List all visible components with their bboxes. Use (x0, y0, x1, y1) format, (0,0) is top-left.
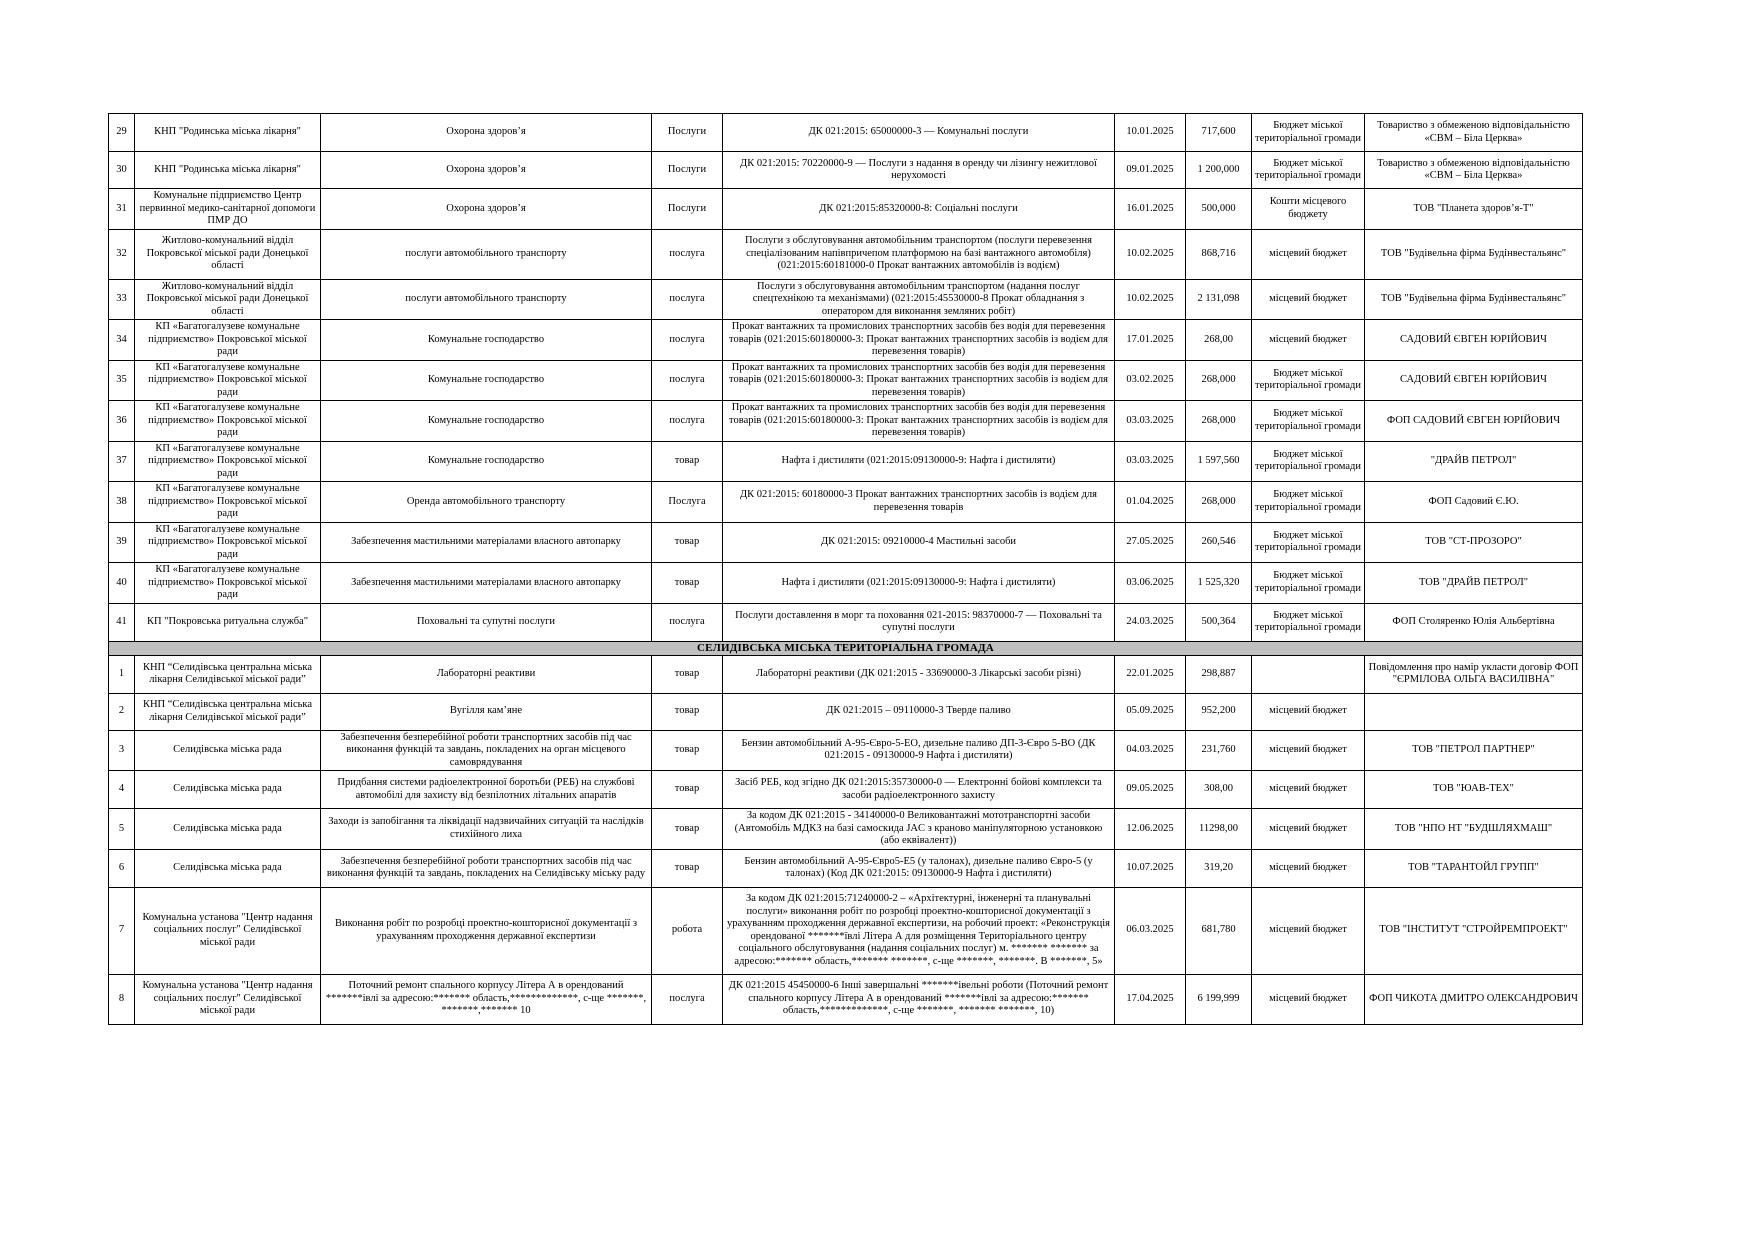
cell-supplier: САДОВИЙ ЄВГЕН ЮРІЙОВИЧ (1365, 320, 1583, 361)
cell-supplier: ФОП Садовий Є.Ю. (1365, 482, 1583, 523)
cell-row-number: 38 (109, 482, 135, 523)
cell-date: 17.04.2025 (1115, 974, 1186, 1024)
table-row (109, 809, 1583, 850)
cell-subject: Послуги з обслуговування автомобільним транспортом (надання послуг спецтехнікою та механізмами) (021:2015:45530000-8 Прокат обладнання з оператором для виконання земляних робіт) (723, 279, 1115, 320)
cell-supplier: ФОП САДОВИЙ ЄВГЕН ЮРІЙОВИЧ (1365, 401, 1583, 442)
cell-supplier: ТОВ "Планета здоров’я-Т" (1365, 189, 1583, 230)
cell-amount: 681,780 (1186, 887, 1252, 974)
table-row (109, 522, 1583, 563)
cell-customer: КП «Багатогалузеве комунальне підприємство» Покровської міської ради (135, 563, 321, 604)
table-row (109, 114, 1583, 152)
cell-sphere: Поховальні та супутні послуги (321, 603, 652, 641)
cell-funding-source: Бюджет міської територіальної громади (1252, 563, 1365, 604)
cell-customer: Селидівська міська рада (135, 809, 321, 850)
cell-sphere: Заходи із запобігання та ліквідації надзвичайних ситуацій та наслідків стихійного лиха (321, 809, 652, 850)
cell-sphere: Лабораторні реактиви (321, 655, 652, 693)
cell-procurement-type: послуга (652, 974, 723, 1024)
cell-funding-source: місцевий бюджет (1252, 693, 1365, 730)
cell-customer: Комунальна установа "Центр надання соціальних послуг" Селидівської міської ради (135, 974, 321, 1024)
cell-customer: Селидівська міська рада (135, 771, 321, 809)
cell-row-number: 35 (109, 360, 135, 401)
cell-customer: Житлово-комунальний відділ Покровської міської ради Донецької області (135, 229, 321, 279)
section-header-row (109, 641, 1583, 655)
cell-row-number: 7 (109, 887, 135, 974)
cell-amount: 500,000 (1186, 189, 1252, 230)
cell-subject: ДК 021:2015: 09210000-4 Мастильні засоби (723, 522, 1115, 563)
cell-procurement-type: послуга (652, 320, 723, 361)
cell-procurement-type: товар (652, 849, 723, 887)
cell-procurement-type: товар (652, 563, 723, 604)
cell-procurement-type: послуга (652, 603, 723, 641)
cell-supplier: Повідомлення про намір укласти договір ФОП "ЄРМІЛОВА ОЛЬГА ВАСИЛІВНА" (1365, 655, 1583, 693)
cell-procurement-type: послуга (652, 360, 723, 401)
cell-subject: За кодом ДК 021:2015:71240000-2 – «Архітектурні, інженерні та планувальні послуги» виконання робіт по розробці проектно-кошторисної документації з урахуванням проходження державної експертизи, на робочий проект: «Реконструкція орендованої *******ївлі Літера А для розміщення Територіального центру соціального обслуговування (надання соціальних послуг) м. ******* ******* за адресою:******* область,******* *******, с-ще *******, *******. В *******, 5» (723, 887, 1115, 974)
cell-amount: 260,546 (1186, 522, 1252, 563)
cell-date: 10.02.2025 (1115, 279, 1186, 320)
cell-sphere: послуги автомобільного транспорту (321, 229, 652, 279)
cell-supplier: САДОВИЙ ЄВГЕН ЮРІЙОВИЧ (1365, 360, 1583, 401)
cell-date: 09.05.2025 (1115, 771, 1186, 809)
cell-customer: Селидівська міська рада (135, 730, 321, 771)
procurement-table (108, 113, 1583, 1025)
cell-funding-source: місцевий бюджет (1252, 229, 1365, 279)
cell-subject: Послуги з обслуговування автомобільним транспортом (послуги перевезення спеціалізованим напівпричепом платформою на базі вантажного автомобіля) (021:2015:60181000-0 Прокат вантажних автомобілів із водієм) (723, 229, 1115, 279)
cell-amount: 500,364 (1186, 603, 1252, 641)
cell-sphere: Забезпечення безперебійної роботи транспортних засобів під час виконання функцій та завдань, покладених на Селидівську міську раду (321, 849, 652, 887)
cell-procurement-type: товар (652, 655, 723, 693)
table-row (109, 563, 1583, 604)
cell-sphere: Оренда автомобільного транспорту (321, 482, 652, 523)
cell-funding-source: місцевий бюджет (1252, 771, 1365, 809)
cell-funding-source: Бюджет міської територіальної громади (1252, 522, 1365, 563)
table-row (109, 887, 1583, 974)
cell-customer: КНП “Селидівська центральна міська лікарня Селидівської міської ради” (135, 655, 321, 693)
cell-procurement-type: товар (652, 809, 723, 850)
section-title: СЕЛИДІВСЬКА МІСЬКА ТЕРИТОРІАЛЬНА ГРОМАДА (697, 641, 994, 654)
cell-supplier: ТОВ "СТ-ПРОЗОРО" (1365, 522, 1583, 563)
cell-funding-source: Кошти місцевого бюджету (1252, 189, 1365, 230)
cell-procurement-type: Послуги (652, 114, 723, 152)
cell-date: 03.03.2025 (1115, 441, 1186, 482)
cell-customer: КНП "Родинська міська лікарня" (135, 114, 321, 152)
cell-row-number: 1 (109, 655, 135, 693)
cell-supplier: ТОВ "Будівельна фірма Будінвестальянс" (1365, 229, 1583, 279)
cell-date: 12.06.2025 (1115, 809, 1186, 850)
cell-funding-source: місцевий бюджет (1252, 849, 1365, 887)
cell-procurement-type: послуга (652, 229, 723, 279)
cell-procurement-type: Послуги (652, 189, 723, 230)
cell-row-number: 2 (109, 693, 135, 730)
cell-supplier: ТОВ "ПЕТРОЛ ПАРТНЕР" (1365, 730, 1583, 771)
cell-amount: 268,00 (1186, 320, 1252, 361)
cell-amount: 868,716 (1186, 229, 1252, 279)
cell-procurement-type: товар (652, 693, 723, 730)
cell-row-number: 41 (109, 603, 135, 641)
cell-sphere: Придбання системи радіоелектронної боротьби (РЕБ) на службові автомобілі для захисту від безпілотних літальних апаратів (321, 771, 652, 809)
cell-subject: Бензин автомобільний А-95-Євро-5-ЕО, дизельне паливо ДП-3-Євро 5-ВО (ДК 021:2015 - 09130000-9 Нафта і дистиляти) (723, 730, 1115, 771)
cell-amount: 2 131,098 (1186, 279, 1252, 320)
table-row (109, 771, 1583, 809)
cell-funding-source: місцевий бюджет (1252, 320, 1365, 361)
cell-date: 27.05.2025 (1115, 522, 1186, 563)
cell-amount: 268,000 (1186, 482, 1252, 523)
cell-procurement-type: послуга (652, 279, 723, 320)
cell-supplier: ТОВ "Будівельна фірма Будінвестальянс" (1365, 279, 1583, 320)
cell-subject: За кодом ДК 021:2015 - 34140000-0 Великовантажні мототранспортні засоби (Автомобіль МДКЗ на базі самоскида JAC з краново маніпуляторною установкою (або еквівалент)) (723, 809, 1115, 850)
cell-subject: Лабораторні реактиви (ДК 021:2015 - 33690000-3 Лікарські засоби різні) (723, 655, 1115, 693)
cell-date: 03.06.2025 (1115, 563, 1186, 604)
cell-customer: Селидівська міська рада (135, 849, 321, 887)
cell-sphere: Виконання робіт по розробці проектно-кошторисної документації з урахуванням проходження державної експертизи (321, 887, 652, 974)
table-row (109, 152, 1583, 189)
cell-supplier: "ДРАЙВ ПЕТРОЛ" (1365, 441, 1583, 482)
cell-sphere: Комунальне господарство (321, 401, 652, 442)
cell-sphere: послуги автомобільного транспорту (321, 279, 652, 320)
cell-date: 16.01.2025 (1115, 189, 1186, 230)
cell-funding-source: місцевий бюджет (1252, 809, 1365, 850)
cell-customer: КП «Багатогалузеве комунальне підприємство» Покровської міської ради (135, 360, 321, 401)
cell-subject: Бензин автомобільний А-95-Євро5-Е5 (у талонах), дизельне паливо Євро-5 (у талонах) (Код ДК 021:2015: 09130000-9 Нафта і дистиляти) (723, 849, 1115, 887)
cell-subject: Послуги доставлення в морг та поховання 021-2015: 98370000-7 — Поховальні та супутні послуги (723, 603, 1115, 641)
cell-sphere: Забезпечення мастильними матеріалами власного автопарку (321, 563, 652, 604)
table-row (109, 320, 1583, 361)
cell-row-number: 31 (109, 189, 135, 230)
cell-customer: Комунальна установа "Центр надання соціальних послуг" Селидівської міської ради (135, 887, 321, 974)
cell-sphere: Вугілля кам’яне (321, 693, 652, 730)
cell-funding-source (1252, 655, 1365, 693)
cell-procurement-type: товар (652, 730, 723, 771)
table-row (109, 441, 1583, 482)
cell-subject: ДК 021:2015 45450000-6 Інші завершальні *******івельні роботи (Поточний ремонт спального корпусу Літера А в орендований *******івлі за адресою:******* область,*************, с-ще *******, ******* *******, 10) (723, 974, 1115, 1024)
cell-supplier: ТОВ "ДРАЙВ ПЕТРОЛ" (1365, 563, 1583, 604)
cell-amount: 1 597,560 (1186, 441, 1252, 482)
table-row (109, 401, 1583, 442)
cell-row-number: 29 (109, 114, 135, 152)
cell-amount: 268,000 (1186, 360, 1252, 401)
cell-supplier: Товариство з обмеженою відповідальністю «СВМ – Біла Церква» (1365, 114, 1583, 152)
cell-row-number: 33 (109, 279, 135, 320)
table-row (109, 482, 1583, 523)
cell-funding-source: Бюджет міської територіальної громади (1252, 482, 1365, 523)
cell-row-number: 6 (109, 849, 135, 887)
cell-date: 04.03.2025 (1115, 730, 1186, 771)
cell-procurement-type: Послуга (652, 482, 723, 523)
cell-funding-source: Бюджет міської територіальної громади (1252, 441, 1365, 482)
cell-row-number: 3 (109, 730, 135, 771)
cell-procurement-type: товар (652, 522, 723, 563)
cell-sphere: Комунальне господарство (321, 360, 652, 401)
cell-supplier: ТОВ "ТАРАНТОЙЛ ГРУПП" (1365, 849, 1583, 887)
cell-row-number: 34 (109, 320, 135, 361)
cell-sphere: Охорона здоров’я (321, 152, 652, 189)
cell-customer: КП «Багатогалузеве комунальне підприємство» Покровської міської ради (135, 482, 321, 523)
cell-supplier: ТОВ "ІНСТИТУТ "СТРОЙРЕМПРОЕКТ" (1365, 887, 1583, 974)
cell-procurement-type: товар (652, 441, 723, 482)
cell-sphere: Охорона здоров’я (321, 114, 652, 152)
cell-date: 10.07.2025 (1115, 849, 1186, 887)
cell-subject: Нафта і дистиляти (021:2015:09130000-9: Нафта і дистиляти) (723, 563, 1115, 604)
cell-supplier: ФОП ЧИКОТА ДМИТРО ОЛЕКСАНДРОВИЧ (1365, 974, 1583, 1024)
cell-supplier: Товариство з обмеженою відповідальністю «СВМ – Біла Церква» (1365, 152, 1583, 189)
cell-customer: КНП "Родинська міська лікарня" (135, 152, 321, 189)
cell-amount: 319,20 (1186, 849, 1252, 887)
table-row (109, 603, 1583, 641)
cell-date: 10.02.2025 (1115, 229, 1186, 279)
cell-funding-source: Бюджет міської територіальної громади (1252, 401, 1365, 442)
table-row (109, 655, 1583, 693)
cell-procurement-type: послуга (652, 401, 723, 442)
cell-subject: Нафта і дистиляти (021:2015:09130000-9: Нафта і дистиляти) (723, 441, 1115, 482)
cell-subject: ДК 021:2015: 70220000-9 — Послуги з надання в оренду чи лізингу нежитлової нерухомості (723, 152, 1115, 189)
cell-sphere: Забезпечення безперебійної роботи транспортних засобів під час виконання функцій та завдань, покладених на орган місцевого самоврядування (321, 730, 652, 771)
cell-row-number: 39 (109, 522, 135, 563)
cell-procurement-type: Послуги (652, 152, 723, 189)
cell-subject: Прокат вантажних та промислових транспортних засобів без водія для перевезення товарів (021:2015:60180000-3: Прокат вантажних транспортних засобів із водієм для перевезення товарів) (723, 401, 1115, 442)
cell-supplier: ФОП Столяренко Юлія Альбертівна (1365, 603, 1583, 641)
cell-date: 09.01.2025 (1115, 152, 1186, 189)
cell-funding-source: Бюджет міської територіальної громади (1252, 152, 1365, 189)
cell-date: 03.02.2025 (1115, 360, 1186, 401)
cell-amount: 298,887 (1186, 655, 1252, 693)
cell-amount: 6 199,999 (1186, 974, 1252, 1024)
cell-date: 17.01.2025 (1115, 320, 1186, 361)
cell-supplier: ТОВ "ЮАВ-ТЕХ" (1365, 771, 1583, 809)
cell-customer: Житлово-комунальний відділ Покровської міської ради Донецької області (135, 279, 321, 320)
table-row (109, 360, 1583, 401)
cell-row-number: 32 (109, 229, 135, 279)
cell-funding-source: місцевий бюджет (1252, 974, 1365, 1024)
table-row (109, 693, 1583, 730)
cell-row-number: 4 (109, 771, 135, 809)
cell-customer: КП "Покровська ритуальна служба" (135, 603, 321, 641)
cell-amount: 308,00 (1186, 771, 1252, 809)
cell-date: 05.09.2025 (1115, 693, 1186, 730)
table-row (109, 229, 1583, 279)
cell-date: 03.03.2025 (1115, 401, 1186, 442)
cell-amount: 717,600 (1186, 114, 1252, 152)
cell-date: 22.01.2025 (1115, 655, 1186, 693)
cell-procurement-type: робота (652, 887, 723, 974)
cell-funding-source: Бюджет міської територіальної громади (1252, 114, 1365, 152)
table-row (109, 279, 1583, 320)
cell-subject: Засіб РЕБ, код згідно ДК 021:2015:35730000-0 — Електронні бойові комплекси та засоби радіоелектронного захисту (723, 771, 1115, 809)
cell-funding-source: місцевий бюджет (1252, 730, 1365, 771)
cell-customer: КНП “Селидівська центральна міська лікарня Селидівської міської ради” (135, 693, 321, 730)
cell-funding-source: місцевий бюджет (1252, 279, 1365, 320)
cell-sphere: Комунальне господарство (321, 320, 652, 361)
cell-funding-source: Бюджет міської територіальної громади (1252, 603, 1365, 641)
cell-row-number: 30 (109, 152, 135, 189)
table-row (109, 849, 1583, 887)
cell-sphere: Забезпечення мастильними матеріалами власного автопарку (321, 522, 652, 563)
cell-funding-source: місцевий бюджет (1252, 887, 1365, 974)
cell-date: 06.03.2025 (1115, 887, 1186, 974)
cell-date: 10.01.2025 (1115, 114, 1186, 152)
cell-row-number: 8 (109, 974, 135, 1024)
cell-row-number: 36 (109, 401, 135, 442)
cell-supplier: ТОВ "НПО НТ "БУДШЛЯХМАШ" (1365, 809, 1583, 850)
cell-date: 24.03.2025 (1115, 603, 1186, 641)
cell-subject: ДК 021:2015 – 09110000-3 Тверде паливо (723, 693, 1115, 730)
cell-row-number: 37 (109, 441, 135, 482)
cell-sphere: Поточний ремонт спального корпусу Літера А в орендований *******івлі за адресою:******* область,*************, с-ще *******, *******,******* 10 (321, 974, 652, 1024)
cell-customer: КП «Багатогалузеве комунальне підприємство» Покровської міської ради (135, 522, 321, 563)
table-row (109, 730, 1583, 771)
cell-subject: Прокат вантажних та промислових транспортних засобів без водія для перевезення товарів (021:2015:60180000-3: Прокат вантажних транспортних засобів із водієм для перевезення товарів) (723, 320, 1115, 361)
cell-customer: КП «Багатогалузеве комунальне підприємство» Покровської міської ради (135, 320, 321, 361)
cell-customer: Комунальне підприємство Центр первинної медико-санітарної допомоги ПМР ДО (135, 189, 321, 230)
cell-funding-source: Бюджет міської територіальної громади (1252, 360, 1365, 401)
cell-amount: 1 525,320 (1186, 563, 1252, 604)
cell-amount: 1 200,000 (1186, 152, 1252, 189)
cell-customer: КП «Багатогалузеве комунальне підприємство» Покровської міської ради (135, 441, 321, 482)
section-title-cell (109, 641, 1583, 655)
table-row (109, 974, 1583, 1024)
cell-supplier (1365, 693, 1583, 730)
cell-sphere: Комунальне господарство (321, 441, 652, 482)
table-row (109, 189, 1583, 230)
cell-amount: 11298,00 (1186, 809, 1252, 850)
cell-procurement-type: товар (652, 771, 723, 809)
cell-amount: 231,760 (1186, 730, 1252, 771)
cell-subject: ДК 021:2015: 60180000-3 Прокат вантажних транспортних засобів із водієм для перевезення товарів (723, 482, 1115, 523)
cell-subject: Прокат вантажних та промислових транспортних засобів без водія для перевезення товарів (021:2015:60180000-3: Прокат вантажних транспортних засобів із водієм для перевезення товарів) (723, 360, 1115, 401)
cell-sphere: Охорона здоров’я (321, 189, 652, 230)
cell-customer: КП «Багатогалузеве комунальне підприємство» Покровської міської ради (135, 401, 321, 442)
cell-subject: ДК 021:2015: 65000000-3 — Комунальні послуги (723, 114, 1115, 152)
cell-subject: ДК 021:2015:85320000-8: Соціальні послуги (723, 189, 1115, 230)
cell-date: 01.04.2025 (1115, 482, 1186, 523)
cell-row-number: 40 (109, 563, 135, 604)
cell-amount: 268,000 (1186, 401, 1252, 442)
cell-amount: 952,200 (1186, 693, 1252, 730)
cell-row-number: 5 (109, 809, 135, 850)
